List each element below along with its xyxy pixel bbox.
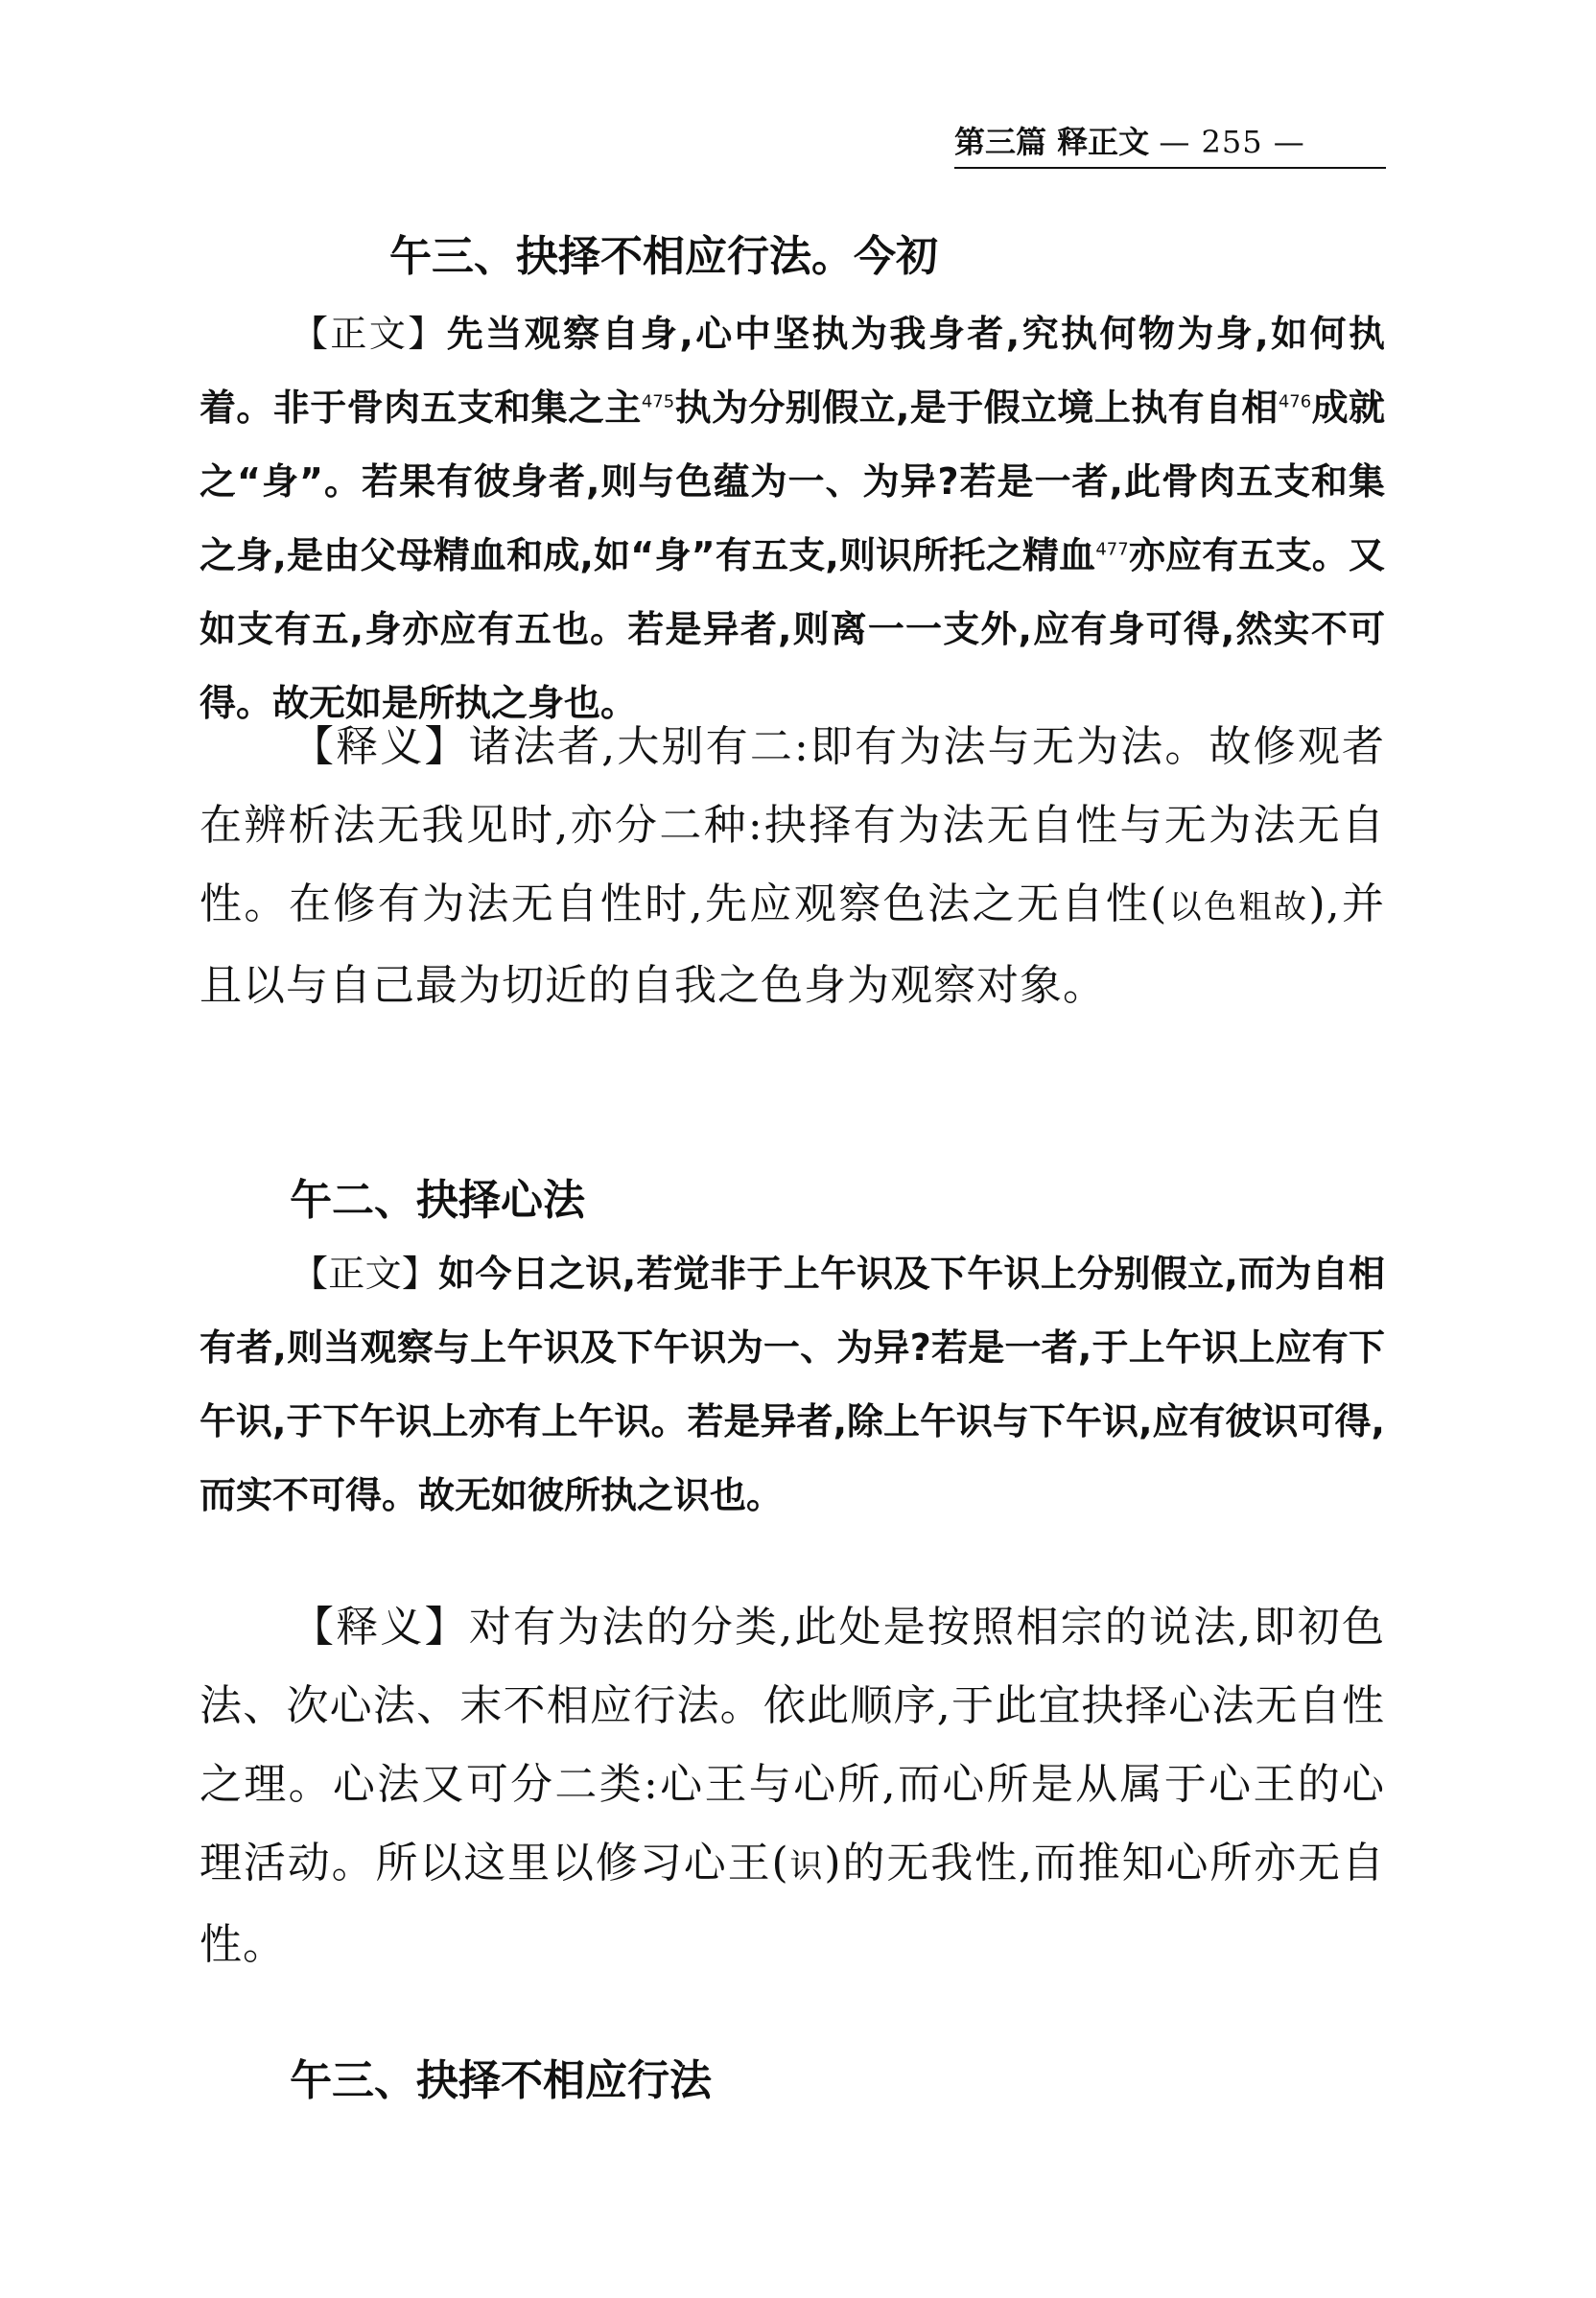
explanation-paragraph-2 [200, 1588, 1385, 1984]
main-text-segment: 成就之“身”。若果有彼身者,则与色蕴为一、为异?若是一者,此骨肉五支和集之身,是由父母精血和成,如“身”有五支,则识所托之精血 [200, 387, 1385, 576]
explanation-small-note: 以色粗故 [1167, 888, 1309, 926]
footnote-marker: 477 [1095, 539, 1129, 560]
main-text-segment: 先当观察自身,心中坚执为我身者,究执何物为身,如何执着。非于骨肉五支和集之主 [200, 313, 1385, 429]
header-page-number: — 255 — [1159, 124, 1305, 160]
main-text-segment: 亦应有五支。又如支有五,身亦应有五也。若是异者,则离一一支外,应有身可得,然实不可得。故无如是所执之身也。 [200, 534, 1385, 724]
header-book-part: 第三篇 释正文 [954, 124, 1150, 160]
main-text-tag: 【正文】 [292, 1253, 439, 1295]
explanation-segment: 诸法者,大别有二:即有为法与无为法。故修观者在辨析法无我见时,亦分二种:抉择有为法无自性与无为法无自性。在修有为法无自性时,先应观察色法之无自性( [200, 722, 1385, 928]
explanation-paragraph-1 [200, 708, 1385, 1025]
footnote-marker: 476 [1278, 391, 1312, 412]
main-text-paragraph-1 [200, 297, 1385, 740]
running-header [954, 117, 1386, 167]
header-rule [954, 167, 1386, 169]
section-heading-1: 午三、抉择不相应行法。今初 [389, 232, 938, 281]
explanation-segment: ),并且以与自己最为切近的自我之色身为观察对象。 [200, 879, 1386, 1010]
footnote-marker: 475 [641, 391, 675, 412]
explanation-tag: 【释义】 [292, 1603, 469, 1652]
explanation-segment: )的无我性,而推知心所亦无自性。 [200, 1839, 1385, 1969]
main-text-tag: 【正文】 [292, 313, 447, 355]
main-text-paragraph-2 [200, 1237, 1385, 1533]
explanation-tag: 【释义】 [292, 722, 469, 771]
explanation-small-note: 识 [788, 1847, 825, 1886]
explanation-segment: 对有为法的分类,此处是按照相宗的说法,即初色法、次心法、末不相应行法。依此顺序,于此宜抉择心法无自性之理。心法又可分二类:心王与心所,而心所是从属于心王的心理活动。所以这里以修习心王( [200, 1603, 1385, 1888]
section-heading-2: 午二、抉择心法 [290, 1176, 585, 1225]
main-text-segment: 如今日之识,若觉非于上午识及下午识上分别假立,而为自相有者,则当观察与上午识及下午识为一、为异?若是一者,于上午识上应有下午识,于下午识上亦有上午识。若是异者,除上午识与下午识,应有彼识可得,而实不可得。故无如彼所执之识也。 [200, 1253, 1385, 1516]
main-text-segment: 执为分别假立,是于假立境上执有自相 [674, 387, 1279, 429]
section-heading-3: 午三、抉择不相应行法 [290, 2056, 712, 2105]
